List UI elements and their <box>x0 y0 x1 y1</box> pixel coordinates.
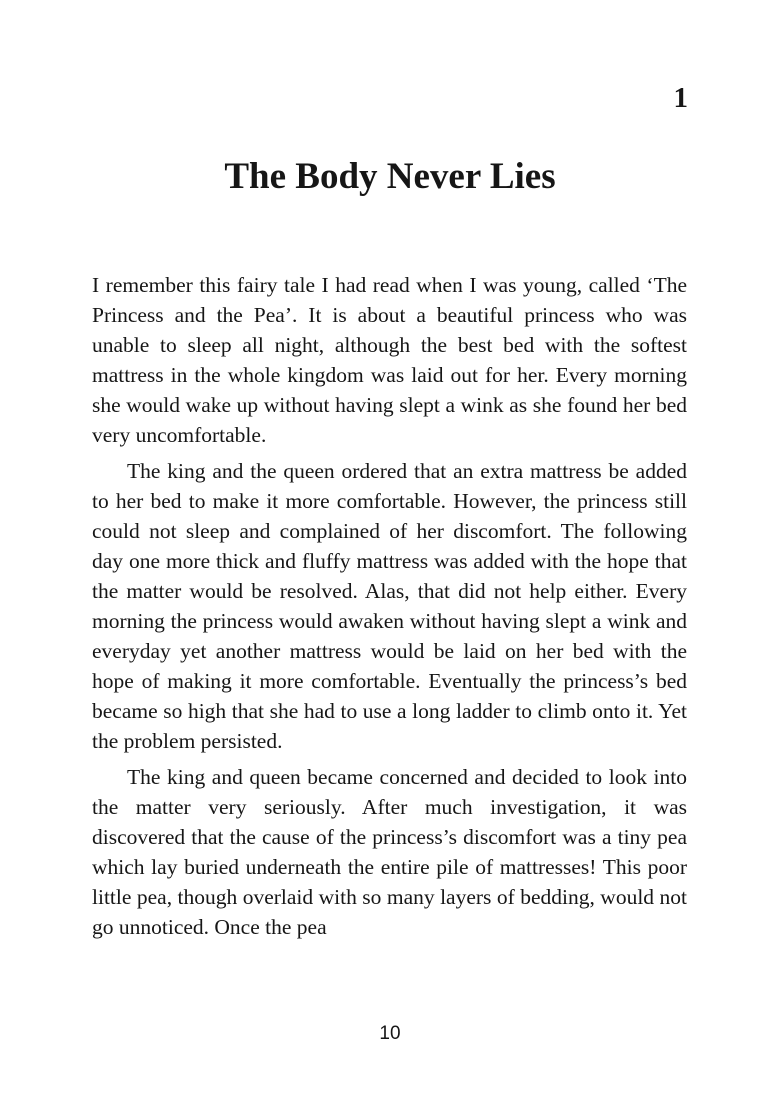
paragraph-3: The king and queen became concerned and decided to look into the matter very seriously. After much investigation, it was discovered that the cause of the princess’s discomfort was a tiny pea which lay buried underneath the entire pile of mattresses! This poor little pea, though overlaid with so many layers of bedding, would not go unnoticed. Once the pea <box>92 765 687 939</box>
chapter-body <box>92 270 687 942</box>
page-number: 10 <box>379 1023 401 1044</box>
chapter-title: The Body Never Lies <box>224 156 556 197</box>
paragraph-1: I remember this fairy tale I had read when I was young, called ‘The Princess and the Pea’. It is about a beautiful princess who was unable to sleep all night, although the best bed with the softest mattress in the whole kingdom was laid out for her. Every morning she would wake up without having slept a wink as she found her bed very uncomfortable. <box>92 273 687 447</box>
chapter-number: 1 <box>673 82 688 114</box>
paragraph-2: The king and the queen ordered that an extra mattress be added to her bed to make it more comfortable. However, the princess still could not sleep and complained of her discomfort. The following day one more thick and fluffy mattress was added with the hope that the matter would be resolved. Alas, that did not help either. Every morning the princess would awaken without having slept a wink and everyday yet another mattress would be laid on her bed with the hope of making it more comfortable. Eventually the princess’s bed became so high that she had to use a long ladder to climb onto it. Yet the problem persisted. <box>92 459 687 753</box>
